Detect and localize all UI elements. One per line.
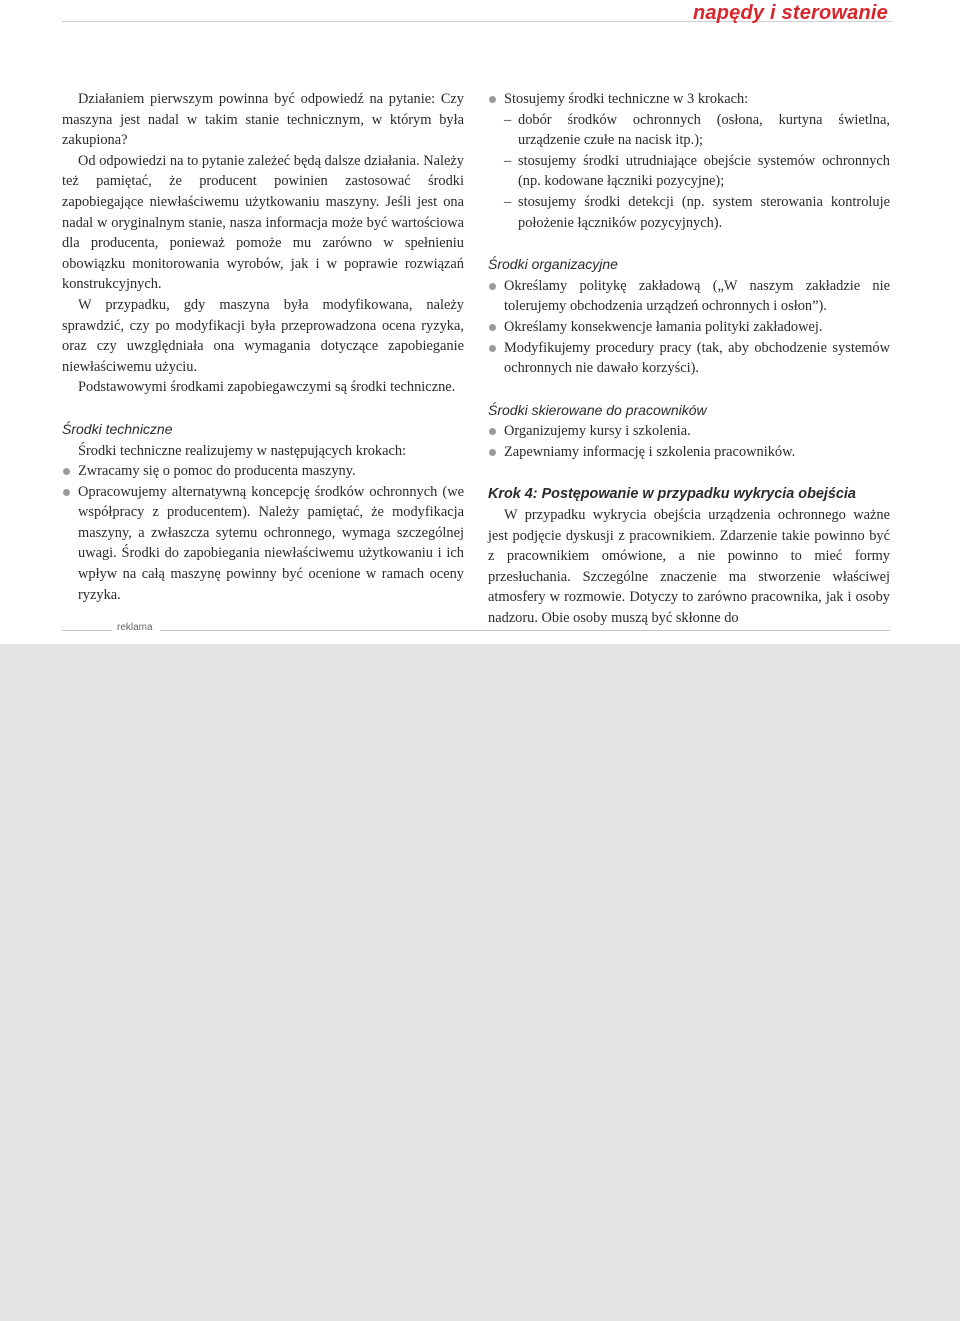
- left-column: [62, 89, 464, 605]
- ad-rule-right: [160, 630, 890, 631]
- steps-list: [488, 89, 890, 233]
- dash-item: – stosujemy środki detekcji (np. system sterowania kontroluje położenie łączników pozycyjnych).: [504, 193, 890, 231]
- section-title: napędy i sterowanie: [693, 2, 888, 24]
- bullet-icon: [63, 489, 70, 496]
- ad-rule-left: [62, 630, 112, 631]
- subheading-workers: Środki skierowane do pracowników: [488, 401, 707, 418]
- subheading-technical: Środki techniczne: [62, 420, 173, 437]
- dash-item: – stosujemy środki utrudniające obejście systemów ochronnych (np. kodowane łączniki pozycyjne);: [504, 152, 890, 190]
- bullet-icon: [489, 428, 496, 435]
- paragraph: Środki techniczne realizujemy w następujących krokach:: [78, 442, 407, 459]
- bullet-icon: [489, 449, 496, 456]
- paragraph: Od odpowiedzi na to pytanie zależeć będą dalsze działania. Należy też pamiętać, że producent powinien zastosować środki zapobiegające niewłaściwemu użytkowaniu maszyny. Jeśli jest ona nadal w oryginalnym stanie, nasza informacja może być wartościowa dla producenta, ponieważ pomoże mu zarówno w spełnieniu obowiązku monitorowania wyrobów, jak i w poprawie rozwiązań konstrukcyjnych.: [62, 152, 464, 293]
- paragraph: Podstawowymi środkami zapobiegawczymi są środki techniczne.: [78, 379, 456, 396]
- list-item: Zapewniamy informację i szkolenia pracowników.: [488, 442, 890, 463]
- list-item: Określamy politykę zakładową („W naszym zakładzie nie tolerujemy obchodzenia urządzeń ochronnych i osłon”).: [488, 276, 890, 317]
- right-column: [488, 89, 890, 629]
- paragraph: Działaniem pierwszym powinna być odpowiedź na pytanie: Czy maszyna jest nadal w takim stanie technicznym, w którym była zakupiona?: [62, 91, 464, 149]
- bullet-icon: [489, 96, 496, 103]
- list-item: Określamy konsekwencje łamania polityki zakładowej.: [488, 317, 890, 338]
- list-item: Modyfikujemy procedury pracy (tak, aby obchodzenie systemów ochronnych nie dawało korzyści).: [488, 338, 890, 379]
- ad-label: reklama: [117, 622, 153, 633]
- bullet-icon: [63, 468, 70, 475]
- list-item: Stosujemy środki techniczne w 3 krokach:: [488, 89, 890, 110]
- technical-list: [62, 461, 464, 605]
- paragraph: W przypadku wykrycia obejścia urządzenia ochronnego ważne jest podjęcie dyskusji z pracownikiem. Zdarzenie takie powinno być z pracownikiem omówione, a nie powinno to mieć formy przesłuchania. Szczególne znaczenie ma stworzenie właściwej atmosfery w rozmowie. Dotyczy to zarówno pracownika, jak i osoby nadzoru. Obie osoby muszą być skłonne do: [488, 507, 890, 627]
- list-item: Opracowujemy alternatywną koncepcję środków ochronnych (we współpracy z producentem). Należy pamiętać, że modyfikacja maszyny, a zwłaszcza sytemu ochronnego, wymaga szczególnej uwagi. Środki do zapobiegania niewłaściwemu użytkowaniu i ich wpływ na całą maszynę powinny być ocenione w ramach oceny ryzyka.: [62, 482, 464, 606]
- bullet-icon: [489, 345, 496, 352]
- subheading-organizational: Środki organizacyjne: [488, 256, 618, 273]
- paragraph: W przypadku, gdy maszyna była modyfikowana, należy sprawdzić, czy po modyfikacji była przeprowadzona ocena ryzyka, oraz czy uwzględniała ona wymagania dotyczące zapobieganie niewłaściwemu użyciu.: [62, 296, 464, 375]
- bullet-icon: [489, 283, 496, 290]
- list-item: Zwracamy się o pomoc do producenta maszyny.: [62, 461, 464, 482]
- list-item: Organizujemy kursy i szkolenia.: [488, 421, 890, 442]
- dash-icon: –: [504, 111, 512, 128]
- bullet-icon: [489, 324, 496, 331]
- dash-item: – dobór środków ochronnych (osłona, kurtyna świetlna, urządzenie czułe na nacisk itp.);: [504, 111, 890, 149]
- advertisement-area: [0, 644, 960, 1321]
- dash-icon: –: [504, 193, 512, 210]
- workers-list: [488, 421, 890, 462]
- dash-icon: –: [504, 152, 512, 169]
- step-4-heading: Krok 4: Postępowanie w przypadku wykrycia obejścia: [488, 485, 856, 502]
- organizational-list: [488, 276, 890, 379]
